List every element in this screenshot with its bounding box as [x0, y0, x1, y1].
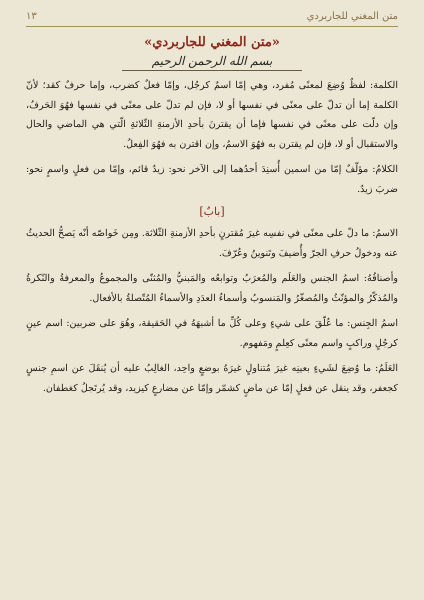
paragraph-ism-jins: اسمُ الجِنس: ما عُلّقَ على شيءٍ وعلى كُلِّ ما أشبهَهُ في الحَقيقة، وهُوَ على ضربين: اسم عينٍ كرجُلٍ وراكبٍ واسم معنًى كعِلمٍ ومَفهوم.	[26, 318, 398, 349]
paragraph-kalam: الكلامُ: مؤلّفٌ إمّا من اسمين أُسنِدَ أحدُهما إلى الآخر نحو: زيدٌ قائم، وإمّا من فعلٍ واسمٍ نحو: ضربَ زيدٌ.	[26, 164, 398, 195]
basmala	[26, 54, 398, 68]
paragraph-asnaf: وأصنافُهُ: اسمُ الجنس والعَلَم والمُعرَبُ وتوابعُه والمَبنيُّ والمُثنّى والمجموعُ والمعرفةُ والنّكرةُ والمُذكّرُ والمؤنّثُ والمُصغّرُ والمَنسوبُ وأسماءُ العدَدِ والأسماءُ المُتّصلةُ بالأفعال.	[26, 273, 398, 304]
page-number: ١٣	[26, 10, 37, 22]
section-title: [بابٌ]	[199, 205, 225, 218]
paragraph-alam: العَلَمُ: ما وُضِعَ لشَيءٍ بعينِه غيرَ مُتناولٍ غيرَهُ بوضعٍ واحِد، الغالِبُ عليه أن يُنقَلَ عن اسمِ جنسٍ كجعفر، وقد ينقل عن فعلٍ إمّا عن ماضٍ كشمّر وإمّا عن مضارعٍ كيزيد، وقد يُرتَجلُ كغطفان.	[26, 363, 398, 394]
running-title: متن المغني للجاربردي	[306, 10, 398, 22]
running-header	[26, 8, 398, 24]
paragraph-kalima: الكلمة: لفظٌ وُضِعَ لمعنًى مُفرد، وهي إمّا اسمٌ كرجُل، وإمّا فعلٌ كضرب، وإما حرفٌ كقد؛ لأنّ الكلمة إما أن تدلّ على معنًى في نفسها أو لا، فإن لم تدلّ على معنًى في نفسها فهُوَ الحَرفُ، وإن دلّت على معنًى في نفسها فإما أن يقترنَ بأحدِ الأزمنةِ الثّلاثةِ الّتي هي الماضي والحال والاستقبال أو لا، فإن لم يقترن به فهُوَ الاسمُ، وإن اقترن به فهُوَ الفِعلُ.	[26, 80, 398, 150]
paragraph-ism: الاسمُ: ما دلّ على معنًى في نفسِه غيرَ مُقترنٍ بأحدِ الأزمنةِ الثّلاثة. ومِن خَواصّه أنّه يَصحُّ الحديثُ عنه ودخولُ حرفِ الجرّ وأُضيفَ وتَنوينُ وعُرّفَ.	[26, 228, 398, 259]
book-title: «متن المغني للجاربردي»	[144, 35, 280, 50]
basmala-text: بسم الله الرحمن الرحيم	[122, 54, 303, 71]
header-rule	[26, 26, 398, 27]
